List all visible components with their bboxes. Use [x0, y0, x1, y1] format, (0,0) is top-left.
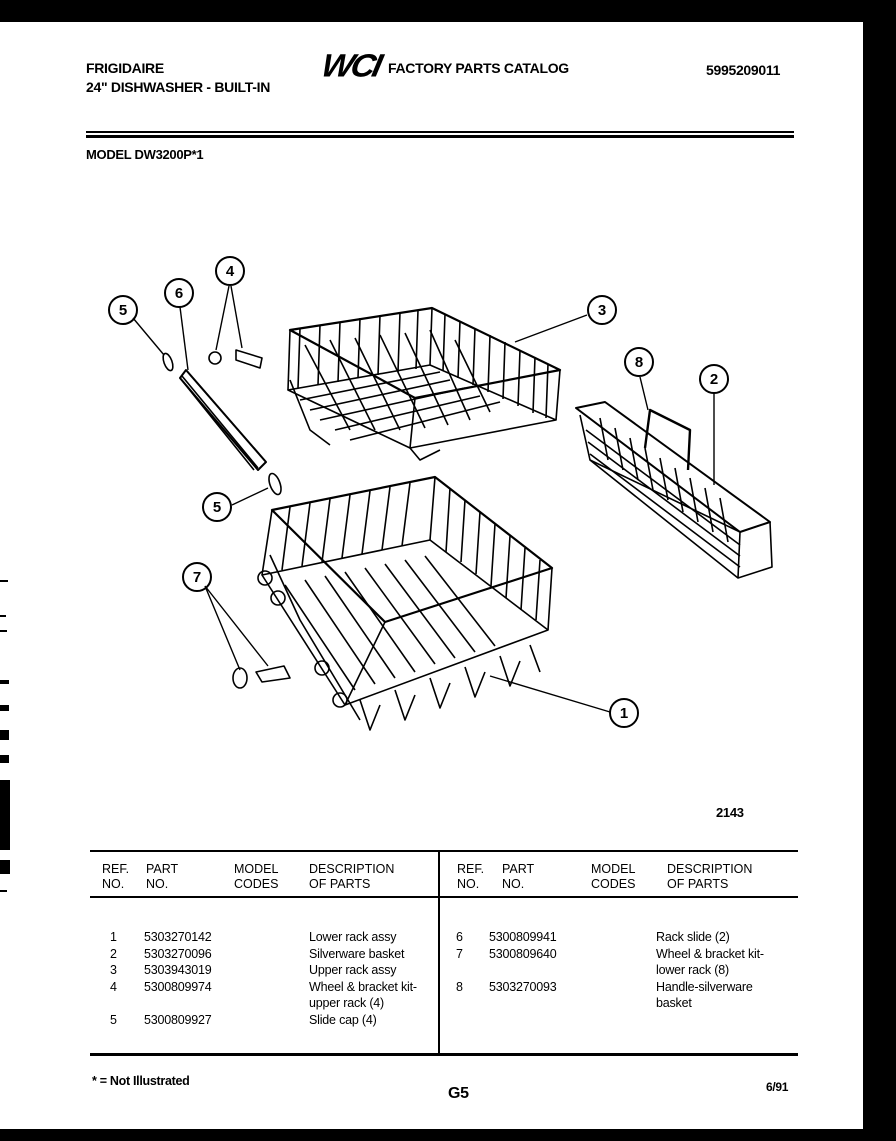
table-cell-desc: Slide cap (4): [309, 1012, 377, 1027]
col-header-description: DESCRIPTION OF PARTS: [309, 862, 395, 891]
table-bottom-rule: [90, 1053, 798, 1056]
table-cell-desc: Wheel & bracket kit-: [656, 946, 764, 961]
col-header-part: PART NO.: [146, 862, 179, 891]
table-cell-ref: 6: [456, 930, 463, 944]
table-cell-part: 5303270142: [144, 930, 212, 944]
table-cell-desc: Silverware basket: [309, 946, 405, 961]
right-part-column: [489, 929, 557, 995]
bracket-drawing: [256, 666, 290, 682]
not-illustrated-note: * = Not Illustrated: [92, 1074, 190, 1088]
left-ref-column: [110, 929, 117, 1028]
product-title: 24" DISHWASHER - BUILT-IN: [86, 79, 271, 95]
bracket-drawing: [236, 350, 262, 368]
callout-label: 4: [225, 263, 235, 280]
model-label: MODEL DW3200P*1: [86, 147, 204, 162]
table-cell-desc: lower rack (8): [656, 963, 729, 977]
slide-cap-drawing: [267, 472, 284, 496]
table-column-divider: [438, 850, 440, 1056]
table-cell-desc: Lower rack assy: [309, 930, 397, 944]
revision-date: 6/91: [766, 1080, 789, 1094]
lower-rack-drawing: [258, 477, 552, 730]
callout-label: 5: [118, 302, 128, 319]
scan-border-bottom: [0, 1129, 896, 1141]
wci-logo: WCI: [318, 47, 383, 85]
wheel-drawing: [233, 668, 247, 688]
left-description-column: [309, 929, 417, 1028]
table-header-rule: [90, 896, 798, 898]
table-cell-ref: 2: [110, 946, 117, 961]
table-cell-desc: Rack slide (2): [656, 930, 730, 944]
col-header-ref: REF. NO.: [102, 862, 130, 891]
table-cell-part: 5300809941: [489, 930, 557, 944]
table-cell-desc: Handle-silverware: [656, 979, 753, 994]
table-cell-ref: 8: [456, 979, 463, 994]
table-cell-desc: Upper rack assy: [309, 963, 397, 977]
callout-label: 6: [174, 285, 184, 302]
catalog-number: 5995209011: [706, 62, 781, 78]
table-cell-part: 5300809974: [144, 979, 212, 994]
upper-rack-drawing: [288, 308, 560, 460]
figure-number: 2143: [716, 805, 744, 820]
table-cell-part: 5300809927: [144, 1012, 212, 1027]
col-header-model: MODEL CODES: [234, 862, 279, 891]
table-cell-part: 5303270096: [144, 946, 212, 961]
col-header-ref: REF. NO.: [457, 862, 485, 891]
callout-label: 7: [192, 569, 202, 586]
table-cell-desc: Wheel & bracket kit-: [309, 979, 417, 994]
right-ref-column: [456, 929, 463, 995]
silverware-basket-drawing: [576, 402, 772, 578]
right-description-column: [656, 929, 764, 1012]
callout-label: 3: [597, 302, 607, 319]
wheel-drawing: [209, 352, 221, 364]
callout-label: 2: [709, 371, 719, 388]
page-number: G5: [448, 1085, 469, 1102]
callout-label: 5: [212, 499, 222, 516]
table-cell-ref: 5: [110, 1012, 117, 1027]
table-cell-ref: 1: [110, 930, 117, 944]
table-cell-ref: 3: [110, 963, 117, 977]
table-cell-desc: upper rack (4): [309, 996, 385, 1010]
table-cell-part: 5300809640: [489, 946, 557, 961]
callout-label: 1: [619, 705, 629, 722]
col-header-model: MODEL CODES: [591, 862, 636, 891]
callout-label: 8: [634, 354, 644, 371]
rack-slide-drawing: [180, 370, 266, 470]
table-top-rule: [90, 850, 798, 852]
table-cell-ref: 7: [456, 946, 463, 961]
col-header-part: PART NO.: [502, 862, 535, 891]
table-cell-desc: basket: [656, 996, 692, 1010]
brand-name: FRIGIDAIRE: [86, 60, 164, 76]
table-cell-ref: 4: [110, 979, 117, 994]
catalog-title: FACTORY PARTS CATALOG: [388, 60, 569, 76]
left-part-column: [144, 929, 212, 1028]
col-header-description: DESCRIPTION OF PARTS: [667, 862, 753, 891]
table-cell-part: 5303270093: [489, 979, 557, 994]
table-cell-part: 5303943019: [144, 963, 212, 977]
